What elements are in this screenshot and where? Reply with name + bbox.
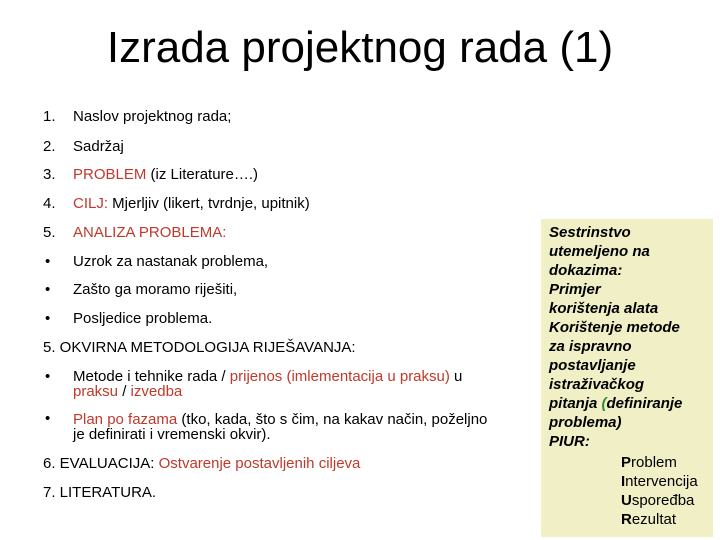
separator: / <box>118 383 131 400</box>
sidebar-line: dokazima: <box>549 262 623 279</box>
piur-item-result <box>621 510 676 529</box>
list-item-5 <box>43 224 226 242</box>
item-label: PROBLEM <box>73 166 147 183</box>
evaluation-label: 6. EVALUACIJA: <box>43 455 155 472</box>
sidebar-line <box>549 394 682 413</box>
bullet-mark: • <box>45 368 51 385</box>
bullet-text: Posljedice problema. <box>73 310 213 327</box>
methods-text: Metode i tehnike rada <box>73 368 218 385</box>
methodology-heading: 5. OKVIRNA METODOLOGIJA RIJEŠAVANJA: <box>43 339 356 356</box>
item-text: Sadržaj <box>73 138 124 155</box>
sidebar-note-box <box>541 219 713 537</box>
question-text: pitanja <box>549 395 602 412</box>
acronym-rest: ezultat <box>631 511 677 528</box>
acronym-letter: P <box>621 454 632 471</box>
sidebar-line: Primjer <box>549 281 601 298</box>
analysis-bullet <box>43 253 268 271</box>
sidebar-line: korištenja alata <box>549 300 659 317</box>
execution-text: izvedba <box>130 383 183 400</box>
item-number: 3. <box>43 166 56 183</box>
methodology-bullet-2-mark <box>43 410 73 428</box>
methodology-bullet-1-line-2 <box>73 384 182 399</box>
acronym-rest: roblem <box>631 454 677 471</box>
defining-text: definiranje <box>606 395 683 412</box>
literature-item: 7. LITERATURA. <box>43 484 157 501</box>
bullet-text: Zašto ga moramo riješiti, <box>73 281 238 298</box>
plan-detail-text: (tko, kada, što s čim, na kakav način, poželjno <box>177 411 488 428</box>
sidebar-line: problema) <box>549 414 622 431</box>
analysis-bullet <box>43 281 237 299</box>
item-text: Mjerljiv (likert, tvrdnje, upitnik) <box>108 195 310 212</box>
methodology-bullet-1-mark <box>43 368 73 386</box>
item-label: ANALIZA PROBLEMA: <box>73 224 227 241</box>
acronym-letter: I <box>621 473 626 490</box>
sidebar-line: istraživačkog <box>549 376 645 393</box>
item-label: CILJ: <box>73 195 109 212</box>
item-text: (iz Literature….) <box>146 166 259 183</box>
bullet-mark: • <box>45 253 51 270</box>
acronym-letter: R <box>621 511 632 528</box>
evaluation-text: Ostvarenje postavljenih ciljeva <box>154 455 361 472</box>
piur-item-intervention <box>621 472 698 491</box>
methodology-bullet-2-line-1 <box>73 412 487 427</box>
bullet-mark: • <box>45 410 51 427</box>
plan-text: Plan po fazama <box>73 411 178 428</box>
item-text: Naslov projektnog rada; <box>73 108 232 125</box>
methodology-bullet-2-line-2: je definirati i vremenski okvir). <box>73 426 271 443</box>
bullet-mark: • <box>45 310 51 327</box>
methodology-bullet-1-line-1 <box>73 369 462 384</box>
paren-open: ( <box>601 395 607 412</box>
item-number: 2. <box>43 138 56 155</box>
acronym-letter: U <box>621 492 632 509</box>
in-text: u <box>449 368 463 385</box>
bullet-mark: • <box>45 281 51 298</box>
separator: / <box>217 368 230 385</box>
acronym-rest: spoređba <box>631 492 695 509</box>
item-number: 5. <box>43 224 56 241</box>
sidebar-line: postavljanje <box>549 357 636 374</box>
piur-item-problem <box>621 453 677 472</box>
sidebar-line: Korištenje metode <box>549 319 680 336</box>
sidebar-line: za ispravno <box>549 338 632 355</box>
item-number: 1. <box>43 108 56 125</box>
acronym-rest: ntervencija <box>625 473 698 490</box>
list-item-4 <box>43 195 310 213</box>
sidebar-line: Sestrinstvo <box>549 224 631 241</box>
slide-title: Izrada projektnog rada (1) <box>106 23 614 72</box>
sidebar-piur-label: PIUR: <box>549 433 590 450</box>
item-number: 4. <box>43 195 56 212</box>
list-item-2 <box>43 138 124 156</box>
sidebar-line: utemeljeno na <box>549 243 650 260</box>
practice-text: praksu <box>73 383 119 400</box>
list-item-1 <box>43 108 231 126</box>
piur-item-comparison <box>621 491 694 510</box>
transfer-text: prijenos (imlementacija u praksu) <box>229 368 450 385</box>
bullet-text: Uzrok za nastanak problema, <box>73 253 269 270</box>
list-item-3 <box>43 166 258 184</box>
evaluation-item <box>43 455 360 473</box>
analysis-bullet <box>43 310 212 328</box>
